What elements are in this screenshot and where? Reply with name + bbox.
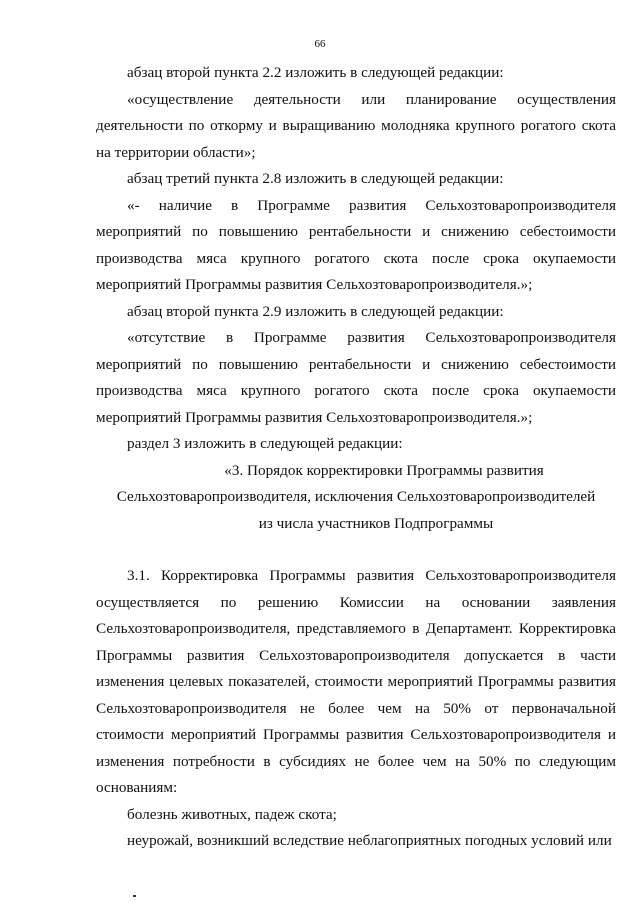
paragraph: абзац третий пункта 2.8 изложить в следующей редакции:	[127, 170, 504, 187]
paragraph: 3.1. Корректировка Программы развития Сельхозтоваропроизводителя осуществляется по решению Комиссии на основании заявления Сельхозтоваропроизводителя, представляемого в Департамент. Корректировка Программы развития Сельхозтоваропроизводителя допускается в части изменения целевых показателей, стоимости мероприятий Программы развития Сельхозтоваропроизводителя не более чем на 50% от первоначальной стоимости мероприятий Программы развития Сельхозтоваропроизводителя и изменения потребности в субсидиях не более чем на 50% по следующим основаниям:	[96, 567, 616, 796]
paragraph: абзац второй пункта 2.2 изложить в следующей редакции:	[127, 64, 504, 81]
page-number: 66	[314, 38, 326, 50]
paragraph: болезнь животных, падеж скота;	[127, 805, 337, 823]
section-heading-line: Сельхозтоваропроизводителя, исключения Сельхозтоваропроизводителей	[116, 488, 596, 505]
document-body	[96, 60, 616, 855]
paragraph: абзац второй пункта 2.9 изложить в следующей редакции:	[127, 302, 504, 320]
paragraph: «отсутствие в Программе развития Сельхозтоваропроизводителя мероприятий по повышению рентабельности и снижению себестоимости производства мяса крупного рогатого скота после срока окупаемости мероприятий Программы развития Сельхозтоваропроизводителя.»;	[96, 329, 616, 426]
scan-mark	[133, 895, 136, 897]
paragraph: неурожай, возникший вследствие неблагоприятных погодных условий или	[127, 832, 612, 849]
paragraph: «- наличие в Программе развития Сельхозтоваропроизводителя мероприятий по повышению рентабельности и снижению себестоимости производства мяса крупного рогатого скота после срока окупаемости мероприятий Программы развития Сельхозтоваропроизводителя.»;	[96, 196, 616, 293]
section-heading-line: «3. Порядок корректировки Программы развития	[224, 461, 544, 479]
section-heading	[96, 458, 616, 538]
spacer	[96, 537, 616, 563]
section-heading-line: из числа участников Подпрограммы	[258, 514, 494, 532]
paragraph: раздел 3 изложить в следующей редакции:	[127, 435, 403, 452]
paragraph: «осуществление деятельности или планирование осуществления деятельности по откорму и выращиванию молодняка крупного рогатого скота на территории области»;	[96, 90, 616, 161]
